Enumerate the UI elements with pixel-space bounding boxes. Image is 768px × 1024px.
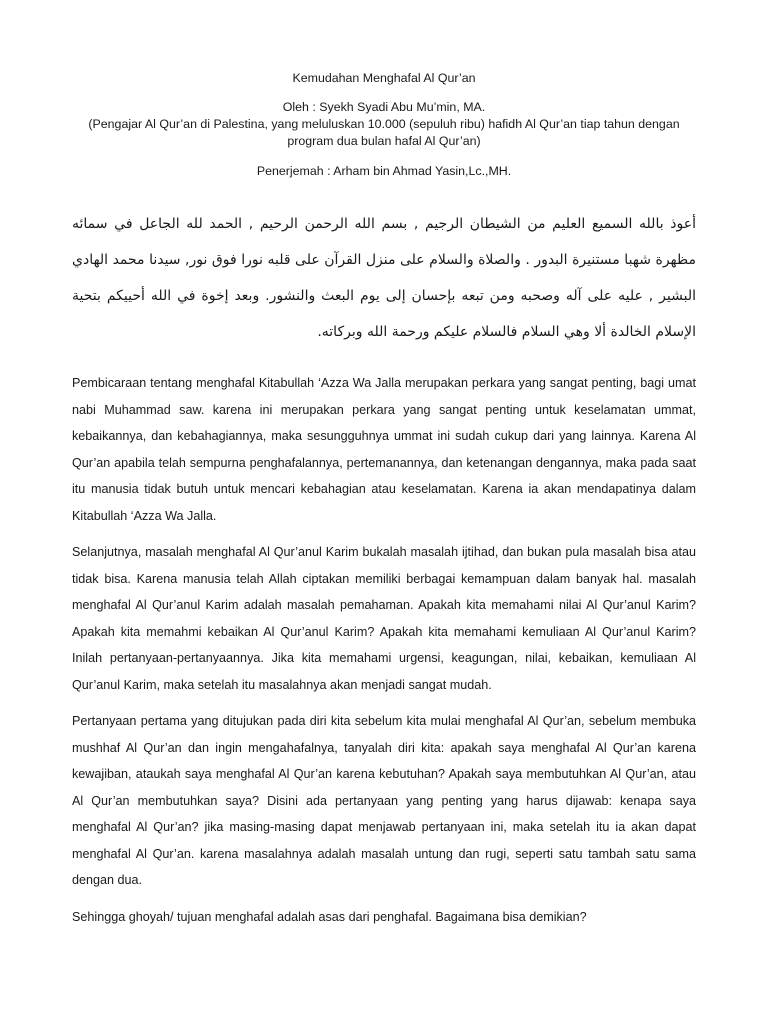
translator-line: Penerjemah : Arham bin Ahmad Yasin,Lc.,MH. <box>256 164 512 178</box>
document-header <box>72 70 696 180</box>
body-paragraph-2: Selanjutnya, masalah menghafal Al Qur’anul Karim bukalah masalah ijtihad, dan bukan pula masalah bisa atau tidak bisa. Karena manusia telah Allah ciptakan memiliki berbagai kemampuan dalam banyak hal. masalah menghafal Al Qur’anul Karim adalah masalah pemahaman. Apakah kita memahami nilai Al Qur’anul Karim? Apakah kita memahmi kebaikan Al Qur’anul Karim? Apakah kita memahami kemuliaan Al Qur’anul Karim? Inilah pertanyaan-pertanyaannya. Jika kita memahami urgensi, keagungan, nilai, kebaikan, kemuliaan Al Qur’anul Karim, maka setelah itu masalahnya akan menjadi sangat mudah. <box>72 545 696 692</box>
arabic-opening: أعوذ بالله السميع العليم من الشيطان الرجيم , بسم الله الرحمن الرحيم , الحمد لله الجاعل في سمائه مظهرة شهبا مستنيرة البدور . والصلاة والسلام على منزل القرآن على قلبه نورا فوق نور, سيدنا محمد الهادي البشير , عليه على آله وصحبه ومن تبعه بإحسان إلى يوم البعث والنشور. وبعد إخوة في الله أحييكم بتحية الإسلام الخالدة ألا وهي السلام فالسلام عليكم ورحمة الله وبركاته. <box>72 216 696 340</box>
body-paragraph-3: Pertanyaan pertama yang ditujukan pada diri kita sebelum kita mulai menghafal Al Qur’an, sebelum membuka mushhaf Al Qur’an dan ingin mengahafalnya, tanyalah diri kita: apakah saya menghafal Al Qur’an karena kewajiban, ataukah saya menghafal Al Qur’an karena kebutuhan? Apakah saya membutuhkan Al Qur’an, atau Al Qur’an membutuhkan saya? Disini ada pertanyaan yang penting yang harus dijawab: kenapa saya menghafal Al Qur’an? jika masing-masing dapat menjawab pertanyaan ini, maka setelah itu ia akan dapat menghafal Al Qur’an. karena masalahnya adalah masalah untung dan rugi, seperti satu tambah satu sama dengan dua. <box>72 714 696 887</box>
document-title: Kemudahan Menghafal Al Qur’an <box>292 71 476 85</box>
body-paragraph-4: Sehingga ghoyah/ tujuan menghafal adalah asas dari penghafal. Bagaimana bisa demikian? <box>72 909 587 924</box>
document-page <box>72 70 696 930</box>
body-paragraph-1: Pembicaraan tentang menghafal Kitabullah ‘Azza Wa Jalla merupakan perkara yang sangat penting, bagi umat nabi Muhammad saw. karena ini merupakan perkara yang sangat penting untuk keselamatan ummat, kebaikannya, dan kebahagiannya, maka sesungguhnya ummat ini sudah cukup dari yang lainnya. Karena Al Qur’an apabila telah sempurna penghafalannya, pertemanannya, dan ketenangan dengannya, maka pada saat itu manusia tidak butuh untuk mencari kebahagian atau keselamatan. Karena ia akan mendapatinya dalam Kitabullah ‘Azza Wa Jalla. <box>72 376 696 523</box>
author-line: Oleh : Syekh Syadi Abu Mu’min, MA. <box>282 100 486 114</box>
author-description: (Pengajar Al Qur’an di Palestina, yang meluluskan 10.000 (sepuluh ribu) hafidh Al Qur’an tiap tahun dengan program dua bulan hafal Al Qur’an) <box>88 117 680 148</box>
